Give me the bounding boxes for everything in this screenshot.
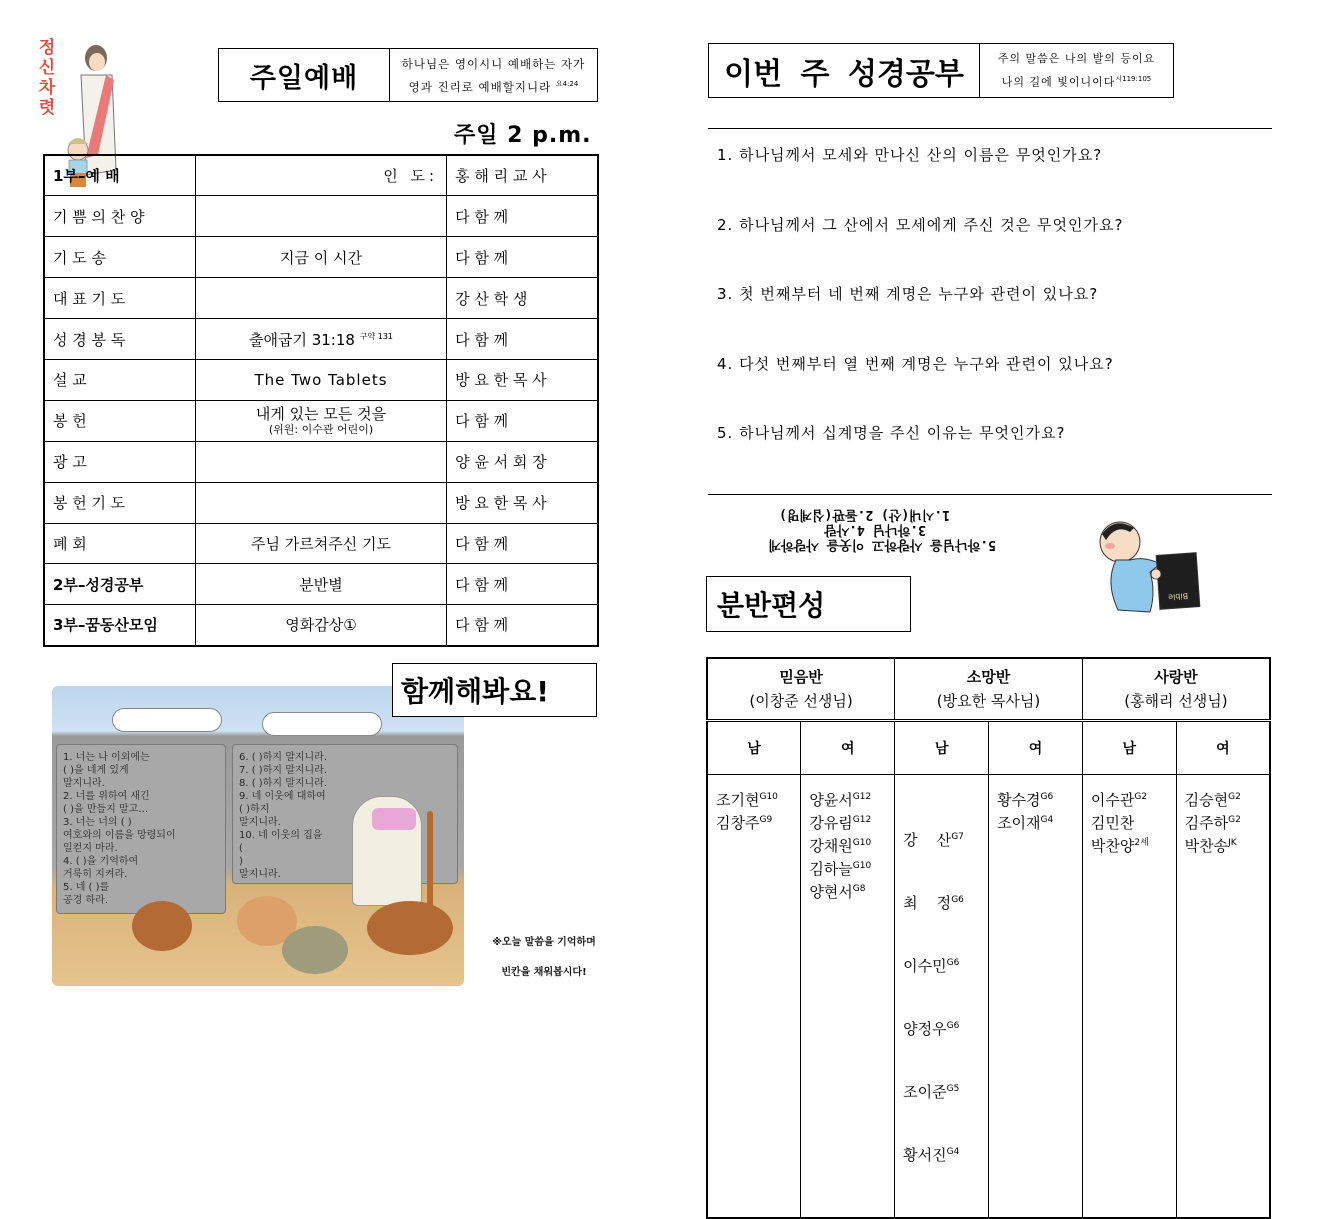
order-item: 성 경 봉 독 (44, 319, 195, 360)
group-name: 믿음반 (779, 667, 823, 686)
table-row (707, 658, 1270, 720)
order-content: 지금 이 시간 (195, 237, 446, 278)
cloud-shape (262, 712, 382, 736)
child-reading-bible-illustration (1090, 512, 1205, 622)
student: 조이준$^{G5}$ (903, 1082, 960, 1101)
student: 강 산$^{G7}$ (903, 830, 964, 849)
order-content: 분반별 (195, 564, 446, 605)
order-item: 대 표 기 도 (44, 278, 195, 319)
student: 김창주$^{G9}$ (716, 813, 773, 832)
order-leader: 다 함 께 (447, 319, 598, 360)
order-content (195, 196, 446, 237)
order-leader: 강 산 학 생 (447, 278, 598, 319)
male-header: 남 (1082, 720, 1176, 774)
tablet-right: 6. ( )하지 말지니라. 7. ( )하지 말지니라. 8. ( )하지 말지니라. 9. 네 이웃에 대하여 ( )하지 말지니라. 10. 네 이웃의 집을 ( ) 말지니라. (232, 744, 458, 884)
student-list (707, 774, 801, 1218)
group-teacher: (홍해리 선생님) (1124, 691, 1228, 710)
student-list (895, 774, 989, 1218)
order-content (195, 482, 446, 523)
group-teacher: (방요한 목사님) (936, 691, 1041, 710)
order-content: 주님 가르쳐주신 기도 (195, 523, 446, 564)
tablet-left: 1. 너는 나 이외에는 ( )을 네게 있게 말지니라. 2. 너를 위하여 새긴 ( )을 만들지 말고… 3. 너는 너의 ( ) 여호와의 이름을 망령되이 일컫지 마라. 4. ( )을 기억하여 거룩히 지켜라. 5. 네 ( )를 공경 하라. (56, 744, 226, 914)
male-header: 남 (707, 720, 801, 774)
table-row (44, 564, 598, 605)
divider (708, 494, 1272, 495)
student: 양정우$^{G6}$ (903, 1019, 960, 1038)
bible-study-header (708, 43, 1174, 98)
leader-name: 홍 해 리 교 사 (455, 167, 547, 186)
order-item: 기 도 송 (44, 237, 195, 278)
moses-veil (372, 808, 416, 830)
bible-study-verse (980, 44, 1173, 97)
table-row (44, 359, 598, 400)
table-row (44, 155, 598, 196)
order-leader: 양 윤 서 회 장 (447, 441, 598, 482)
student: 김주하$^{G2}$ (1184, 813, 1241, 832)
memory-note: ※오늘 말씀을 기억하며 빈칸을 채워봅시다! (492, 937, 596, 978)
child-figure (282, 926, 348, 974)
table-row (707, 720, 1270, 774)
order-item: 광 고 (44, 441, 195, 482)
table-row (44, 605, 598, 646)
student: 김하늘$^{G10}$ (809, 859, 872, 878)
worship-title: 주일예배 (219, 49, 390, 101)
female-header: 여 (989, 720, 1083, 774)
student: 강채원$^{G10}$ (809, 836, 872, 855)
order-item: 1부–예 배 (44, 155, 195, 196)
male-header: 남 (895, 720, 989, 774)
order-content: 영화감상① (195, 605, 446, 646)
order-item: 폐 회 (44, 523, 195, 564)
question-item: 4. 다섯 번째부터 열 번째 계명은 누구와 관련이 있나요? (717, 354, 1114, 373)
offering-committee: (위원: 이수관 어린이) (268, 422, 374, 436)
student-list (801, 774, 895, 1218)
group-name: 사랑반 (1154, 667, 1198, 686)
activity-title: 함께해봐요! (392, 663, 597, 717)
service-time: 주일 2 p.m. (454, 123, 592, 148)
student-list (989, 774, 1083, 1218)
question-item: 1. 하나님께서 모세와 만나신 산의 이름은 무엇인가요? (717, 146, 1103, 164)
worship-verse-line1: 하나님은 영이시니 예배하는 자가 (401, 56, 586, 71)
groups-title: 분반편성 (706, 576, 911, 632)
student: 박찬송$^{JK}$ (1184, 836, 1237, 855)
order-item: 기 쁨 의 찬 양 (44, 196, 195, 237)
group-header (707, 658, 895, 720)
side-title: 정신차렷 (38, 38, 56, 118)
table-row (44, 237, 598, 278)
order-item: 3부–꿈동산모임 (44, 605, 195, 646)
order-content (195, 441, 446, 482)
child-figure (132, 901, 192, 951)
table-row (44, 278, 598, 319)
svg-text:Bible: Bible (1167, 591, 1189, 602)
student: 김민찬 (1090, 813, 1135, 832)
order-leader: 다 함 께 (447, 196, 598, 237)
student: 이수관$^{G2}$ (1090, 790, 1148, 809)
order-leader: 방 요 한 목 사 (447, 359, 598, 400)
question-item: 2. 하나님께서 그 산에서 모세에게 주신 것은 무엇인가요? (717, 215, 1124, 234)
student: 양현서$^{G8}$ (809, 882, 866, 901)
student: 강유림$^{G12}$ (809, 813, 872, 832)
divider (708, 128, 1272, 129)
sermon-title: The Two Tablets (195, 359, 446, 400)
student: 황수경$^{G6}$ (997, 790, 1054, 809)
group-header (895, 658, 1083, 720)
upside-down-answers: 5.하나님을 사랑하고 이웃을 사랑하게 3.하나님 4.사람 1.시내(산) 2.돌판(십계명) (768, 507, 996, 552)
ten-commandments-illustration (52, 686, 464, 986)
student: 최 정$^{G6}$ (903, 893, 964, 912)
worship-header (218, 48, 598, 102)
study-verse-line2: 나의 길에 빛이니이다$^{시119:105}$ (1001, 74, 1152, 89)
worship-verse (390, 49, 597, 101)
group-teacher: (이창준 선생님) (749, 691, 853, 710)
cloud-shape (112, 708, 222, 732)
order-leader (447, 155, 598, 196)
scripture-page: 구약 131 (359, 331, 394, 341)
table-row (44, 441, 598, 482)
student-list (1176, 774, 1270, 1218)
order-leader: 다 함 께 (447, 564, 598, 605)
table-row (707, 774, 1270, 1218)
child-figure (367, 901, 453, 955)
student: 황서진$^{G4}$ (903, 1145, 960, 1164)
female-header: 여 (801, 720, 895, 774)
table-row (44, 482, 598, 523)
student: 박찬양$^{2세}$ (1090, 836, 1149, 855)
order-item: 봉 헌 기 도 (44, 482, 195, 523)
order-leader: 다 함 께 (447, 605, 598, 646)
student: 양윤서$^{G12}$ (809, 790, 872, 809)
order-item: 봉 헌 (44, 400, 195, 441)
table-row (44, 400, 598, 441)
class-groups-table (706, 657, 1271, 1219)
student: 김승현$^{G2}$ (1184, 790, 1241, 809)
table-row (44, 523, 598, 564)
student: 조이재$^{G4}$ (997, 813, 1054, 832)
order-content: 내게 있는 모든 것을 (위원: 이수관 어린이) (195, 400, 446, 441)
order-content (195, 278, 446, 319)
female-header: 여 (1176, 720, 1270, 774)
student-list (1082, 774, 1176, 1218)
question-list (717, 144, 1257, 492)
order-item: 설 교 (44, 359, 195, 400)
group-name: 소망반 (966, 667, 1011, 686)
order-of-service-table (43, 154, 599, 647)
question-item: 3. 첫 번째부터 네 번째 계명은 누구와 관련이 있나요? (717, 285, 1099, 303)
order-leader: 다 함 께 (447, 237, 598, 278)
order-content: 출애굽기 31:18 $^{구약 131}$ (195, 319, 446, 360)
order-leader: 다 함 께 (447, 523, 598, 564)
order-leader: 다 함 께 (447, 400, 598, 441)
worship-verse-line2: 영과 진리로 예배할지니라 $^{요4:24}$ (408, 79, 579, 94)
student: 조기현$^{G10}$ (716, 790, 778, 809)
order-content: 인 도: (195, 155, 446, 196)
table-row (44, 319, 598, 360)
worship-verse-ref: 요4:24 (555, 79, 579, 88)
bible-study-title: 이번 주 성경공부 (709, 44, 980, 97)
order-item: 2부–성경공부 (44, 564, 195, 605)
table-row (44, 196, 598, 237)
group-header (1082, 658, 1270, 720)
study-verse-line1: 주의 말씀은 나의 발의 등이요 (997, 51, 1156, 65)
student: 이수민$^{G6}$ (903, 956, 960, 975)
question-item: 5. 하나님께서 십계명을 주신 이유는 무엇인가요? (717, 424, 1066, 442)
study-verse-ref: 시119:105 (1115, 74, 1152, 83)
order-leader: 방 요 한 목 사 (447, 482, 598, 523)
